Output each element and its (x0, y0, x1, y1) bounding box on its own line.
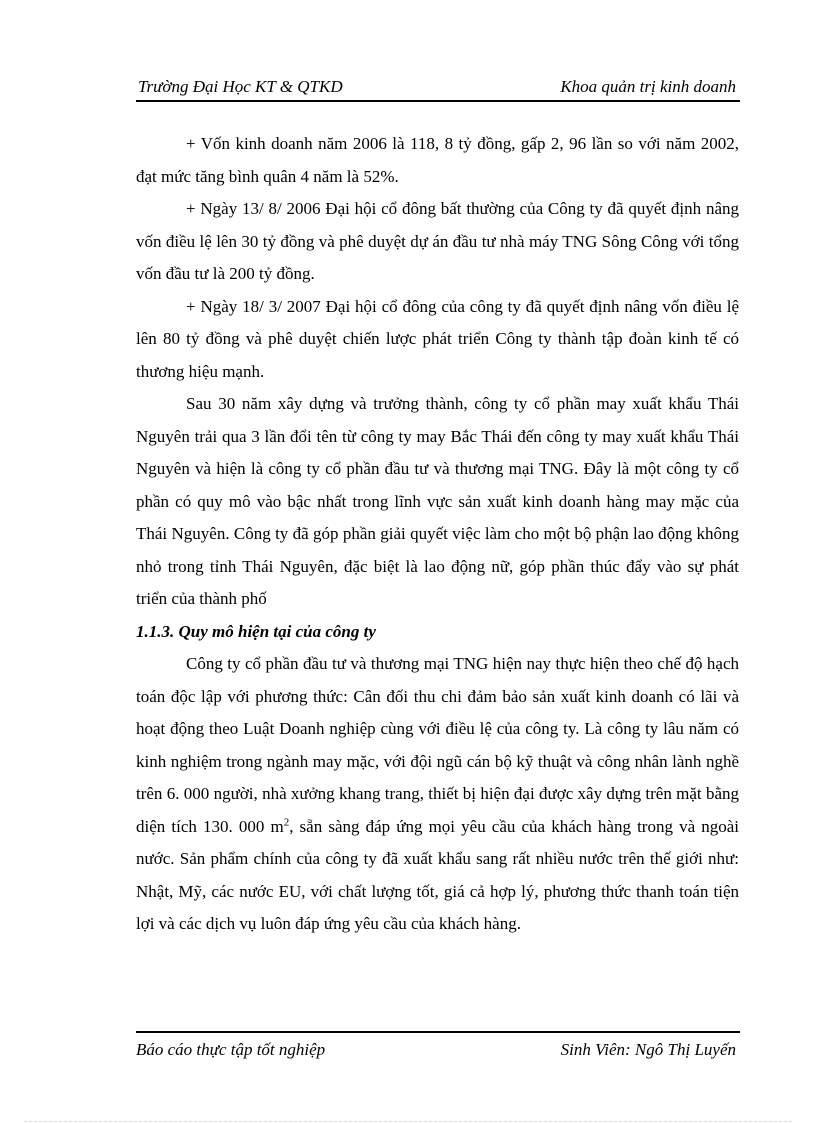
paragraph-capital-2006: + Vốn kinh doanh năm 2006 là 118, 8 tỷ đồng, gấp 2, 96 lần so với năm 2002, đạt mức tăng bình quân 4 năm là 52%. (136, 134, 739, 186)
scale-text-superscript: 2 (283, 815, 290, 828)
scale-text-part-2: , sẵn sàng đáp ứng mọi yêu cầu của khách hàng trong và ngoài nước. Sản phẩm chính của công ty đã xuất khẩu sang rất nhiều nước trên thế giới như: Nhật, Mỹ, các nước EU, với chất lượng tốt, giá cả hợp lý, phương thức thanh toán tiện lợi và các dịch vụ luôn đáp ứng yêu cầu của khách hàng. (136, 816, 739, 933)
header-school-name: Trường Đại Học KT & QTKD (138, 77, 343, 96)
section-heading: 1.1.3. Quy mô hiện tại của công ty (136, 621, 376, 641)
page-header (136, 76, 740, 102)
paragraph-meeting-2007: + Ngày 18/ 3/ 2007 Đại hội cổ đông của công ty đã quyết định nâng vốn điều lệ lên 80 tỷ đồng và phê duyệt chiến lược phát triển Công ty thành tập đoàn kinh tế có thương hiệu mạnh. (136, 296, 739, 381)
paragraph-company-scale (136, 648, 739, 941)
scale-text-part-1: Công ty cổ phần đầu tư và thương mại TNG hiện nay thực hiện theo chế độ hạch toán độc lập với phương thức: Cân đối thu chi đảm bảo sản xuất kinh doanh có lãi và hoạt động theo Luật Doanh nghiệp cùng với điều lệ của công ty. Là công ty lâu năm có kinh nghiệm trong ngành may mặc, với đội ngũ cán bộ kỹ thuật và công nhân lành nghề trên 6. 000 người, nhà xưởng khang trang, thiết bị hiện đại được xây dựng trên mặt bằng diện tích 130. 000 m (136, 654, 739, 836)
paragraph-meeting-2006: + Ngày 13/ 8/ 2006 Đại hội cổ đông bất thường của Công ty đã quyết định nâng vốn điều lệ lên 30 tỷ đồng và phê duyệt dự án đầu tư nhà máy TNG Sông Công với tổng vốn đầu tư là 200 tỷ đồng. (136, 199, 739, 283)
footer-report-title: Báo cáo thực tập tốt nghiệp (136, 1040, 326, 1059)
document-body (136, 128, 739, 941)
page-footer (136, 1031, 740, 1065)
page-boundary-line (24, 1121, 792, 1122)
header-faculty-name: Khoa quản trị kinh doanh (560, 77, 736, 96)
paragraph-company-history: Sau 30 năm xây dựng và trưởng thành, công ty cổ phần may xuất khẩu Thái Nguyên trải qua 3 lần đổi tên từ công ty may Bắc Thái đến công ty may xuất khẩu Thái Nguyên và hiện là công ty cổ phần đầu tư và thương mại TNG. Đây là một công ty cổ phần có quy mô vào bậc nhất trong lĩnh vực sản xuất kinh doanh hàng may mặc của Thái Nguyên. Công ty đã góp phần giải quyết việc làm cho một bộ phận lao động không nhỏ trong tỉnh Thái Nguyên, đặc biệt là lao động nữ, góp phần thúc đẩy vào sự phát triển của thành phố (136, 394, 739, 608)
footer-student-name: Sinh Viên: Ngô Thị Luyến (560, 1040, 736, 1059)
